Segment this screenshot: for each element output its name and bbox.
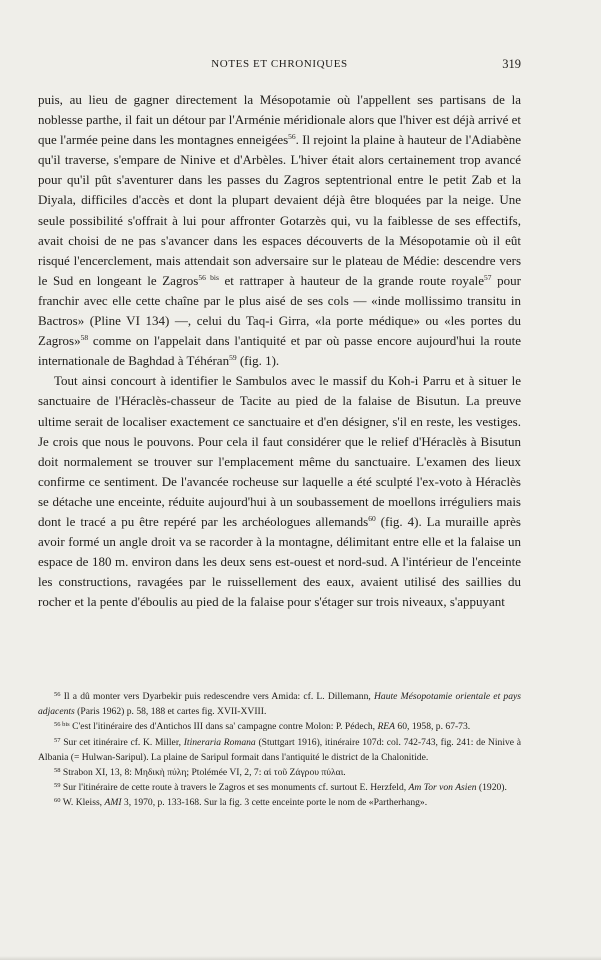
footnote-title: Am Tor von Asien xyxy=(408,782,477,794)
paragraph-1 xyxy=(38,90,521,371)
footnote-mark: 57 xyxy=(54,736,61,744)
running-title: NOTES ET CHRONIQUES xyxy=(211,58,348,70)
footnote-mark: 58 xyxy=(54,767,61,775)
footnote-text: 60, 1958, p. 67-73. xyxy=(395,721,471,733)
footnote-text: (Paris 1962) p. 58, 188 et cartes fig. XVII-XVIII. xyxy=(74,706,267,718)
footnote-text: Il a dû monter vers Dyarbekir puis redescendre vers Amida: cf. L. Dillemann, xyxy=(60,691,374,702)
footnote-title: REA xyxy=(377,721,396,733)
text-run: comme on l'appelait dans l'antiquité et par où passe encore aujourd'hui la route internationale de Baghdad à Téhéran xyxy=(38,333,521,369)
footnote-56-bis xyxy=(38,719,521,734)
footnote-56 xyxy=(38,689,521,719)
footnote-60 xyxy=(38,795,521,810)
footnote-title: Itineraria Romana xyxy=(183,736,256,748)
footnote-text: Sur l'itinéraire de cette route à travers le Zagros et ses monuments cf. surtout E. Herzfeld, xyxy=(60,782,409,794)
scan-edge xyxy=(0,956,601,960)
text-run: (fig. 1). xyxy=(236,353,280,369)
running-header xyxy=(38,58,521,74)
footnote-title: AMI xyxy=(104,797,122,809)
text-run: . Il rejoint la plaine à hauteur de l'Adiabène qu'il traverse, s'empare de Ninive et d'Arbèles. L'hiver était alors certainement trop avancé pour qu'il pût s'aventurer dans les passes du Zagros septentrional entre le petit Zab et la Diyala, difficiles d'accès et dont la plupart devaient déjà être bloquées par la neige. Une seule possibilité s'offrait à lui pour affronter Gotarzès qui, vu la faiblesse de ses effectifs, avait choisi de ne pas s'avancer dans les espaces découverts de la Mésopotamie où il eût risqué l'encerclement, mais attendait son adversaire sur le plateau de Médie: descendre vers le Sud en longeant le Zagros xyxy=(38,132,521,288)
footnote-58 xyxy=(38,765,521,780)
footnote-ref-59: 59 xyxy=(229,353,237,363)
text-run: et rattraper à hauteur de la grande route royale xyxy=(218,272,485,288)
footnote-ref-58: 58 xyxy=(80,333,89,343)
footnote-text: 3, 1970, p. 133-168. Sur la fig. 3 cette enceinte porte le nom de «Partherhang». xyxy=(121,797,428,809)
footnote-text: Sur cet itinéraire cf. K. Miller, xyxy=(60,736,184,748)
footnote-mark: 56 bis xyxy=(54,721,70,729)
paragraph-2 xyxy=(38,371,521,612)
footnote-mark: 56 xyxy=(54,691,61,698)
footnote-ref-56: 56 xyxy=(288,132,296,142)
footnote-ref-56-bis: 56 bis xyxy=(198,272,219,282)
text-run: pour franchir avec elle cette chaîne par le plus aisé de ses cols — «inde mollissimo transitu in Bactros» (Pline VI 134) —, celui du Taq-i Girra, «la porte médique» ou «les portes du Zagros» xyxy=(38,272,521,349)
footnote-59 xyxy=(38,780,521,795)
page-number: 319 xyxy=(502,57,521,71)
main-text xyxy=(38,90,521,612)
footnote-57 xyxy=(38,735,521,765)
footnote-title: Haute Mésopotamie orientale et pays adjacents xyxy=(38,691,522,718)
footnote-text: Strabon XI, 13, 8: Μηδικὴ πύλη; Ptolémée VI, 2, 7: αἱ τοῦ Ζάγρου πύλαι. xyxy=(60,767,346,779)
text-run: Tout ainsi concourt à identifier le Sambulos avec le massif du Koh-i Parru et à situer le sanctuaire de l'Héraclès-chasseur de Tacite au pied de la falaise de Bisutun. La preuve ultime serait de localiser exactement ce sanctuaire et d'en désigner, s'il en reste, les vestiges. Je crois que nous le pouvons. Pour cela il faut considérer que le relief d'Héraclès à Bisutun doit normalement se trouver sur l'emplacement même du sanctuaire. L'examen des lieux confirme ce sentiment. De l'avancée rocheuse sur laquelle a été sculpté l'ex-voto à Héraclès se détache une enceinte, réduite aujourd'hui à un soubassement de moellons irréguliers mais dont le tracé a pu être repéré par les archéologues allemands xyxy=(38,373,521,529)
footnote-mark: 59 xyxy=(54,782,61,790)
footnote-mark: 60 xyxy=(54,797,61,805)
footnote-ref-60: 60 xyxy=(368,513,376,523)
text-run: (fig. 4). La muraille après avoir formé un angle droit va se racorder à la montagne, délimitant entre elle et la falaise un espace de 180 m. environ dans les deux sens est-ouest et nord-sud. A l'intérieur de l'enceinte les constructions, ravagées par le ruissellement des eaux, avaient utilisé des saillies du rocher et la pente d'éboulis au pied de la falaise pour s'étager sur trois niveaux, s'appuyant xyxy=(38,513,521,610)
footnote-text: (1920). xyxy=(476,782,507,794)
footnotes xyxy=(38,689,521,811)
text-run: puis, au lieu de gagner directement la Mésopotamie où l'appellent ses partisans de la noblesse parthe, il fait un détour par l'Arménie méridionale alors que l'hiver est déjà arrivé et que l'armée peine dans les montagnes enneigées xyxy=(38,92,521,148)
footnote-ref-57: 57 xyxy=(484,272,492,282)
footnote-text: C'est l'itinéraire des d'Antichos III dans sa' campagne contre Molon: P. Pédech, xyxy=(69,721,378,733)
footnote-text: (Stuttgart 1916), itinéraire 107d: col. 742-743, fig. 241: de Ninive à Albania (= Hulwan-Saripul). La plaine de Saripul formait dans l'antiquité le district de la Chalonitide. xyxy=(38,736,521,763)
footnote-text: W. Kleiss, xyxy=(60,797,105,809)
